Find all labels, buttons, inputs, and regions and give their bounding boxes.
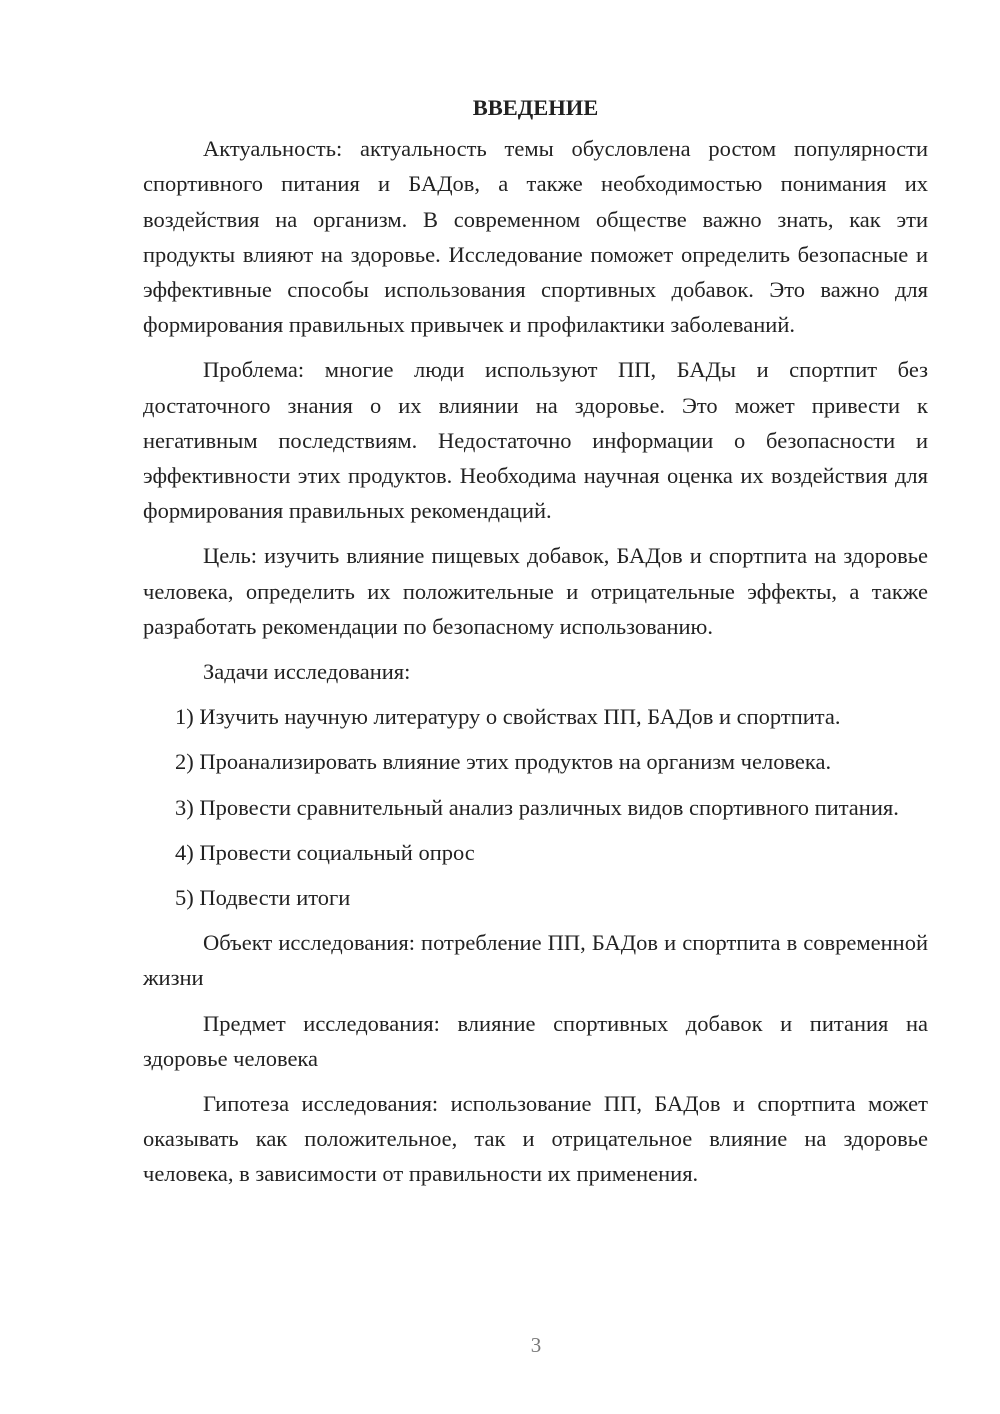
task-item-4: 4) Провести социальный опрос — [175, 839, 475, 865]
paragraph-hypothesis: Гипотеза исследования: использование ПП, БАДов и спортпита может оказывать как положительное, так и отрицательное влияние на здоровье человека, в зависимости от правильности их применения. — [143, 1091, 928, 1187]
section-title: ВВЕДЕНИЕ — [472, 95, 599, 120]
paragraph-goal: Цель: изучить влияние пищевых добавок, БАДов и спортпита на здоровье человека, определить их положительные и отрицательные эффекты, а также разработать рекомендации по безопасному использованию. — [143, 543, 928, 639]
paragraph-object: Объект исследования: потребление ПП, БАДов и спортпита в современной жизни — [143, 930, 928, 991]
task-item-3: 3) Провести сравнительный анализ различных видов спортивного питания. — [175, 794, 899, 820]
paragraph-problem: Проблема: многие люди используют ПП, БАДы и спортпит без достаточного знания о их влиянии на здоровье. Это может привести к негативным последствиям. Недостаточно информации о безопасности и эффективности этих продуктов. Необходима научная оценка их воздействия для формирования правильных рекомендаций. — [143, 357, 928, 524]
task-item-2: 2) Проанализировать влияние этих продуктов на организм человека. — [175, 749, 832, 775]
document-page — [143, 90, 928, 1192]
tasks-heading: Задачи исследования: — [203, 659, 411, 685]
paragraph-subject: Предмет исследования: влияние спортивных добавок и питания на здоровье человека — [143, 1010, 928, 1071]
paragraph-relevance: Актуальность: актуальность темы обусловлена ростом популярности спортивного питания и БАДов, а также необходимостью понимания их воздействия на организм. В современном обществе важно знать, как эти продукты влияют на здоровье. Исследование поможет определить безопасные и эффективные способы использования спортивных добавок. Это важно для формирования правильных привычек и профилактики заболеваний. — [143, 136, 928, 338]
task-item-1: 1) Изучить научную литературу о свойствах ПП, БАДов и спортпита. — [175, 704, 841, 730]
page-number: 3 — [530, 1333, 542, 1357]
task-item-5: 5) Подвести итоги — [175, 885, 351, 911]
